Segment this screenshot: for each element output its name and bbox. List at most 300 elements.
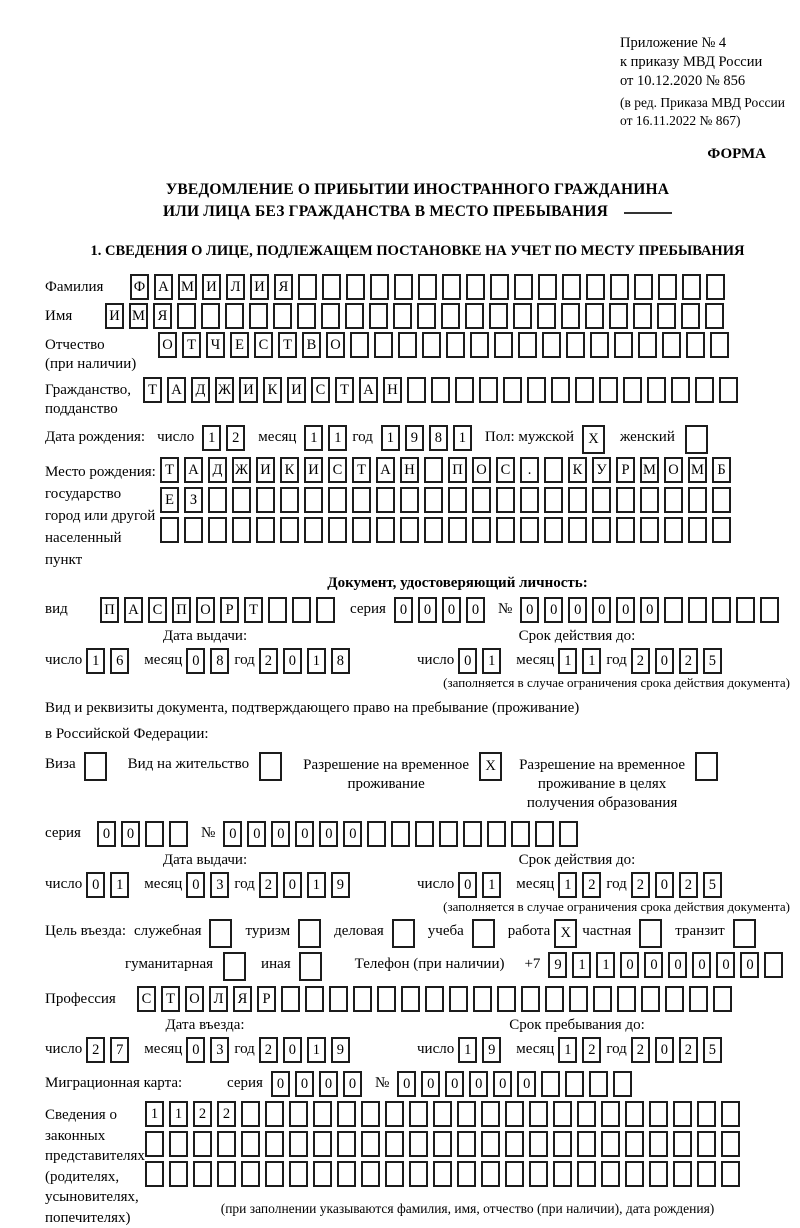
char-cell[interactable]: О	[472, 457, 491, 483]
char-cell[interactable]	[590, 332, 609, 358]
char-cell[interactable]: 2	[193, 1101, 212, 1127]
char-cell[interactable]: 1	[202, 425, 221, 451]
char-cell[interactable]: 0	[544, 597, 563, 623]
char-cell[interactable]: Н	[400, 457, 419, 483]
char-cell[interactable]	[664, 487, 683, 513]
char-cell[interactable]: 0	[283, 1037, 302, 1063]
char-cell[interactable]	[385, 1161, 404, 1187]
char-cell[interactable]: П	[100, 597, 119, 623]
char-cell[interactable]: 0	[418, 597, 437, 623]
char-cell[interactable]	[337, 1131, 356, 1157]
char-cell[interactable]: 0	[716, 952, 735, 978]
char-cell[interactable]	[361, 1161, 380, 1187]
char-cell[interactable]: 6	[110, 648, 129, 674]
char-cell[interactable]: 3	[210, 1037, 229, 1063]
char-cell[interactable]	[241, 1131, 260, 1157]
char-cell[interactable]: 1	[596, 952, 615, 978]
char-cell[interactable]	[394, 274, 413, 300]
char-cell[interactable]	[481, 1161, 500, 1187]
char-cell[interactable]	[313, 1131, 332, 1157]
char-cell[interactable]	[448, 487, 467, 513]
char-cell[interactable]: Р	[616, 457, 635, 483]
char-cell[interactable]	[472, 487, 491, 513]
char-cell[interactable]	[313, 1161, 332, 1187]
char-cell[interactable]: 0	[186, 872, 205, 898]
char-cell[interactable]	[457, 1101, 476, 1127]
char-cell[interactable]: И	[250, 274, 269, 300]
char-cell[interactable]: Р	[220, 597, 239, 623]
char-cell[interactable]	[719, 377, 738, 403]
char-cell[interactable]	[448, 517, 467, 543]
char-cell[interactable]	[514, 274, 533, 300]
char-cell[interactable]	[422, 332, 441, 358]
char-cell[interactable]: И	[239, 377, 258, 403]
char-cell[interactable]	[664, 517, 683, 543]
char-cell[interactable]	[489, 303, 508, 329]
char-cell[interactable]: 5	[703, 648, 722, 674]
char-cell[interactable]	[503, 377, 522, 403]
char-cell[interactable]	[241, 1101, 260, 1127]
char-cell[interactable]	[145, 821, 164, 847]
char-cell[interactable]: 2	[217, 1101, 236, 1127]
char-cell[interactable]: 2	[679, 648, 698, 674]
char-cell[interactable]	[688, 597, 707, 623]
char-cell[interactable]	[208, 517, 227, 543]
char-cell[interactable]: 2	[86, 1037, 105, 1063]
char-cell[interactable]: Т	[160, 457, 179, 483]
char-cell[interactable]	[712, 517, 731, 543]
char-cell[interactable]: 2	[226, 425, 245, 451]
char-cell[interactable]	[671, 377, 690, 403]
char-cell[interactable]	[688, 517, 707, 543]
char-cell[interactable]: К	[280, 457, 299, 483]
char-cell[interactable]: 0	[592, 597, 611, 623]
char-cell[interactable]	[657, 303, 676, 329]
char-cell[interactable]	[542, 332, 561, 358]
char-cell[interactable]: 0	[620, 952, 639, 978]
char-cell[interactable]	[638, 332, 657, 358]
char-cell[interactable]	[712, 487, 731, 513]
checkbox-cell[interactable]	[392, 919, 415, 948]
char-cell[interactable]: 0	[655, 872, 674, 898]
char-cell[interactable]: 0	[283, 872, 302, 898]
char-cell[interactable]: Л	[226, 274, 245, 300]
char-cell[interactable]	[463, 821, 482, 847]
char-cell[interactable]: 1	[307, 1037, 326, 1063]
char-cell[interactable]: 0	[319, 821, 338, 847]
char-cell[interactable]: 1	[558, 1037, 577, 1063]
char-cell[interactable]: 0	[458, 648, 477, 674]
char-cell[interactable]: Т	[352, 457, 371, 483]
char-cell[interactable]: 0	[319, 1071, 338, 1097]
char-cell[interactable]: 0	[421, 1071, 440, 1097]
char-cell[interactable]: 3	[210, 872, 229, 898]
char-cell[interactable]: К	[568, 457, 587, 483]
char-cell[interactable]	[217, 1161, 236, 1187]
char-cell[interactable]: Я	[233, 986, 252, 1012]
char-cell[interactable]: О	[196, 597, 215, 623]
char-cell[interactable]	[442, 274, 461, 300]
char-cell[interactable]	[537, 303, 556, 329]
char-cell[interactable]	[145, 1161, 164, 1187]
char-cell[interactable]	[418, 274, 437, 300]
char-cell[interactable]	[695, 377, 714, 403]
char-cell[interactable]: А	[359, 377, 378, 403]
char-cell[interactable]: 2	[582, 1037, 601, 1063]
char-cell[interactable]: 0	[397, 1071, 416, 1097]
char-cell[interactable]: 1	[558, 648, 577, 674]
char-cell[interactable]	[160, 517, 179, 543]
char-cell[interactable]: В	[302, 332, 321, 358]
char-cell[interactable]	[353, 986, 372, 1012]
char-cell[interactable]	[575, 377, 594, 403]
char-cell[interactable]	[529, 1161, 548, 1187]
char-cell[interactable]: 8	[429, 425, 448, 451]
char-cell[interactable]	[649, 1161, 668, 1187]
char-cell[interactable]	[538, 274, 557, 300]
char-cell[interactable]	[521, 986, 540, 1012]
char-cell[interactable]: 0	[271, 821, 290, 847]
char-cell[interactable]: 0	[520, 597, 539, 623]
char-cell[interactable]	[529, 1101, 548, 1127]
char-cell[interactable]: И	[105, 303, 124, 329]
char-cell[interactable]: 0	[86, 872, 105, 898]
char-cell[interactable]	[681, 303, 700, 329]
char-cell[interactable]	[473, 986, 492, 1012]
char-cell[interactable]: 1	[307, 648, 326, 674]
char-cell[interactable]: 0	[668, 952, 687, 978]
char-cell[interactable]: 1	[558, 872, 577, 898]
char-cell[interactable]	[316, 597, 335, 623]
char-cell[interactable]: 0	[97, 821, 116, 847]
char-cell[interactable]: 0	[655, 648, 674, 674]
char-cell[interactable]	[313, 1101, 332, 1127]
char-cell[interactable]	[184, 517, 203, 543]
char-cell[interactable]	[599, 377, 618, 403]
char-cell[interactable]	[193, 1161, 212, 1187]
char-cell[interactable]	[433, 1131, 452, 1157]
char-cell[interactable]	[249, 303, 268, 329]
char-cell[interactable]	[649, 1131, 668, 1157]
char-cell[interactable]: И	[304, 457, 323, 483]
char-cell[interactable]: 5	[703, 872, 722, 898]
char-cell[interactable]	[529, 1131, 548, 1157]
char-cell[interactable]: 1	[86, 648, 105, 674]
char-cell[interactable]: 8	[210, 648, 229, 674]
char-cell[interactable]: О	[326, 332, 345, 358]
char-cell[interactable]: Ж	[232, 457, 251, 483]
char-cell[interactable]	[367, 821, 386, 847]
char-cell[interactable]: Н	[383, 377, 402, 403]
char-cell[interactable]	[145, 1131, 164, 1157]
char-cell[interactable]	[662, 332, 681, 358]
char-cell[interactable]	[760, 597, 779, 623]
char-cell[interactable]: 0	[247, 821, 266, 847]
char-cell[interactable]: 0	[466, 597, 485, 623]
char-cell[interactable]: 0	[493, 1071, 512, 1097]
char-cell[interactable]	[352, 487, 371, 513]
char-cell[interactable]	[391, 821, 410, 847]
char-cell[interactable]	[544, 457, 563, 483]
char-cell[interactable]	[673, 1101, 692, 1127]
char-cell[interactable]: И	[202, 274, 221, 300]
char-cell[interactable]: Т	[244, 597, 263, 623]
checkbox-cell[interactable]	[472, 919, 495, 948]
char-cell[interactable]: С	[311, 377, 330, 403]
char-cell[interactable]	[721, 1101, 740, 1127]
char-cell[interactable]	[706, 274, 725, 300]
char-cell[interactable]: И	[287, 377, 306, 403]
char-cell[interactable]	[553, 1101, 572, 1127]
char-cell[interactable]	[601, 1131, 620, 1157]
char-cell[interactable]: П	[172, 597, 191, 623]
char-cell[interactable]	[289, 1161, 308, 1187]
char-cell[interactable]: М	[178, 274, 197, 300]
char-cell[interactable]	[449, 986, 468, 1012]
char-cell[interactable]: 0	[692, 952, 711, 978]
char-cell[interactable]	[633, 303, 652, 329]
checkbox-cell[interactable]	[639, 919, 662, 948]
char-cell[interactable]	[623, 377, 642, 403]
char-cell[interactable]	[569, 986, 588, 1012]
char-cell[interactable]: У	[592, 457, 611, 483]
char-cell[interactable]: О	[664, 457, 683, 483]
char-cell[interactable]	[409, 1131, 428, 1157]
char-cell[interactable]: О	[158, 332, 177, 358]
char-cell[interactable]	[697, 1101, 716, 1127]
char-cell[interactable]: Я	[274, 274, 293, 300]
char-cell[interactable]	[697, 1131, 716, 1157]
char-cell[interactable]	[577, 1101, 596, 1127]
char-cell[interactable]	[568, 487, 587, 513]
char-cell[interactable]: М	[640, 457, 659, 483]
char-cell[interactable]	[625, 1101, 644, 1127]
char-cell[interactable]	[241, 1161, 260, 1187]
char-cell[interactable]: О	[185, 986, 204, 1012]
char-cell[interactable]	[535, 821, 554, 847]
char-cell[interactable]	[487, 821, 506, 847]
char-cell[interactable]	[505, 1131, 524, 1157]
char-cell[interactable]: 0	[271, 1071, 290, 1097]
char-cell[interactable]	[385, 1131, 404, 1157]
char-cell[interactable]	[481, 1101, 500, 1127]
char-cell[interactable]: И	[256, 457, 275, 483]
char-cell[interactable]	[256, 487, 275, 513]
char-cell[interactable]	[710, 332, 729, 358]
char-cell[interactable]	[505, 1101, 524, 1127]
char-cell[interactable]: Т	[161, 986, 180, 1012]
char-cell[interactable]	[268, 597, 287, 623]
char-cell[interactable]: 1	[169, 1101, 188, 1127]
char-cell[interactable]: 9	[331, 1037, 350, 1063]
char-cell[interactable]	[565, 1071, 584, 1097]
char-cell[interactable]	[616, 517, 635, 543]
char-cell[interactable]	[217, 1131, 236, 1157]
char-cell[interactable]: .	[520, 457, 539, 483]
char-cell[interactable]	[518, 332, 537, 358]
char-cell[interactable]	[225, 303, 244, 329]
char-cell[interactable]: 1	[145, 1101, 164, 1127]
char-cell[interactable]	[511, 821, 530, 847]
char-cell[interactable]: С	[148, 597, 167, 623]
char-cell[interactable]: 9	[405, 425, 424, 451]
char-cell[interactable]: 0	[186, 648, 205, 674]
char-cell[interactable]	[466, 274, 485, 300]
char-cell[interactable]: 0	[644, 952, 663, 978]
char-cell[interactable]	[496, 487, 515, 513]
checkbox-cell[interactable]	[299, 952, 322, 981]
char-cell[interactable]	[265, 1161, 284, 1187]
char-cell[interactable]: А	[154, 274, 173, 300]
char-cell[interactable]	[472, 517, 491, 543]
char-cell[interactable]: А	[167, 377, 186, 403]
char-cell[interactable]	[625, 1161, 644, 1187]
char-cell[interactable]	[673, 1161, 692, 1187]
char-cell[interactable]	[400, 487, 419, 513]
char-cell[interactable]	[551, 377, 570, 403]
char-cell[interactable]	[409, 1101, 428, 1127]
char-cell[interactable]: М	[688, 457, 707, 483]
char-cell[interactable]: Б	[712, 457, 731, 483]
char-cell[interactable]: 1	[328, 425, 347, 451]
char-cell[interactable]	[496, 517, 515, 543]
char-cell[interactable]	[374, 332, 393, 358]
char-cell[interactable]	[520, 517, 539, 543]
char-cell[interactable]: 0	[458, 872, 477, 898]
char-cell[interactable]: Е	[230, 332, 249, 358]
char-cell[interactable]	[265, 1131, 284, 1157]
char-cell[interactable]: 0	[343, 1071, 362, 1097]
char-cell[interactable]: С	[496, 457, 515, 483]
char-cell[interactable]	[601, 1161, 620, 1187]
char-cell[interactable]	[439, 821, 458, 847]
char-cell[interactable]: П	[448, 457, 467, 483]
char-cell[interactable]: 2	[582, 872, 601, 898]
char-cell[interactable]	[553, 1161, 572, 1187]
checkbox-cell[interactable]	[685, 425, 708, 454]
char-cell[interactable]: 7	[110, 1037, 129, 1063]
char-cell[interactable]	[541, 1071, 560, 1097]
char-cell[interactable]	[298, 274, 317, 300]
char-cell[interactable]: 0	[121, 821, 140, 847]
char-cell[interactable]: Ч	[206, 332, 225, 358]
char-cell[interactable]	[424, 457, 443, 483]
char-cell[interactable]: 1	[307, 872, 326, 898]
char-cell[interactable]: Д	[191, 377, 210, 403]
checkbox-cell[interactable]	[695, 752, 718, 781]
checkbox-cell[interactable]	[298, 919, 321, 948]
char-cell[interactable]: Т	[278, 332, 297, 358]
char-cell[interactable]	[232, 517, 251, 543]
char-cell[interactable]	[593, 986, 612, 1012]
char-cell[interactable]	[544, 487, 563, 513]
checkbox-cell[interactable]: X	[554, 919, 577, 948]
char-cell[interactable]: С	[137, 986, 156, 1012]
char-cell[interactable]	[465, 303, 484, 329]
char-cell[interactable]: А	[124, 597, 143, 623]
char-cell[interactable]: 1	[453, 425, 472, 451]
char-cell[interactable]	[304, 487, 323, 513]
char-cell[interactable]	[544, 517, 563, 543]
char-cell[interactable]: 1	[304, 425, 323, 451]
char-cell[interactable]	[346, 274, 365, 300]
char-cell[interactable]	[470, 332, 489, 358]
char-cell[interactable]	[361, 1101, 380, 1127]
char-cell[interactable]	[592, 517, 611, 543]
char-cell[interactable]	[407, 377, 426, 403]
char-cell[interactable]	[527, 377, 546, 403]
char-cell[interactable]: Р	[257, 986, 276, 1012]
char-cell[interactable]	[664, 597, 683, 623]
char-cell[interactable]	[376, 517, 395, 543]
char-cell[interactable]: 1	[482, 648, 501, 674]
char-cell[interactable]	[305, 986, 324, 1012]
char-cell[interactable]	[713, 986, 732, 1012]
char-cell[interactable]	[682, 274, 701, 300]
char-cell[interactable]: 1	[482, 872, 501, 898]
char-cell[interactable]	[424, 487, 443, 513]
char-cell[interactable]: А	[376, 457, 395, 483]
char-cell[interactable]: 9	[482, 1037, 501, 1063]
char-cell[interactable]	[328, 487, 347, 513]
char-cell[interactable]	[292, 597, 311, 623]
char-cell[interactable]: Д	[208, 457, 227, 483]
char-cell[interactable]	[589, 1071, 608, 1097]
char-cell[interactable]: Ф	[130, 274, 149, 300]
char-cell[interactable]	[617, 986, 636, 1012]
char-cell[interactable]: 1	[582, 648, 601, 674]
char-cell[interactable]	[345, 303, 364, 329]
char-cell[interactable]	[415, 821, 434, 847]
char-cell[interactable]	[764, 952, 783, 978]
char-cell[interactable]: 1	[572, 952, 591, 978]
char-cell[interactable]	[586, 274, 605, 300]
char-cell[interactable]	[361, 1131, 380, 1157]
char-cell[interactable]: 1	[458, 1037, 477, 1063]
checkbox-cell[interactable]: X	[479, 752, 502, 781]
char-cell[interactable]	[625, 1131, 644, 1157]
char-cell[interactable]: А	[184, 457, 203, 483]
char-cell[interactable]	[398, 332, 417, 358]
char-cell[interactable]	[481, 1131, 500, 1157]
char-cell[interactable]: 0	[223, 821, 242, 847]
char-cell[interactable]: 0	[295, 1071, 314, 1097]
char-cell[interactable]: 0	[740, 952, 759, 978]
char-cell[interactable]: 0	[343, 821, 362, 847]
char-cell[interactable]	[281, 986, 300, 1012]
char-cell[interactable]: 0	[295, 821, 314, 847]
char-cell[interactable]: 0	[517, 1071, 536, 1097]
char-cell[interactable]: 0	[568, 597, 587, 623]
char-cell[interactable]	[446, 332, 465, 358]
char-cell[interactable]	[393, 303, 412, 329]
char-cell[interactable]	[433, 1161, 452, 1187]
char-cell[interactable]	[712, 597, 731, 623]
char-cell[interactable]	[585, 303, 604, 329]
char-cell[interactable]: М	[129, 303, 148, 329]
char-cell[interactable]	[400, 517, 419, 543]
char-cell[interactable]	[697, 1161, 716, 1187]
char-cell[interactable]: 0	[655, 1037, 674, 1063]
char-cell[interactable]	[208, 487, 227, 513]
char-cell[interactable]: 0	[469, 1071, 488, 1097]
char-cell[interactable]	[561, 303, 580, 329]
char-cell[interactable]	[613, 1071, 632, 1097]
char-cell[interactable]	[601, 1101, 620, 1127]
char-cell[interactable]: 2	[259, 1037, 278, 1063]
char-cell[interactable]: 9	[548, 952, 567, 978]
char-cell[interactable]	[490, 274, 509, 300]
